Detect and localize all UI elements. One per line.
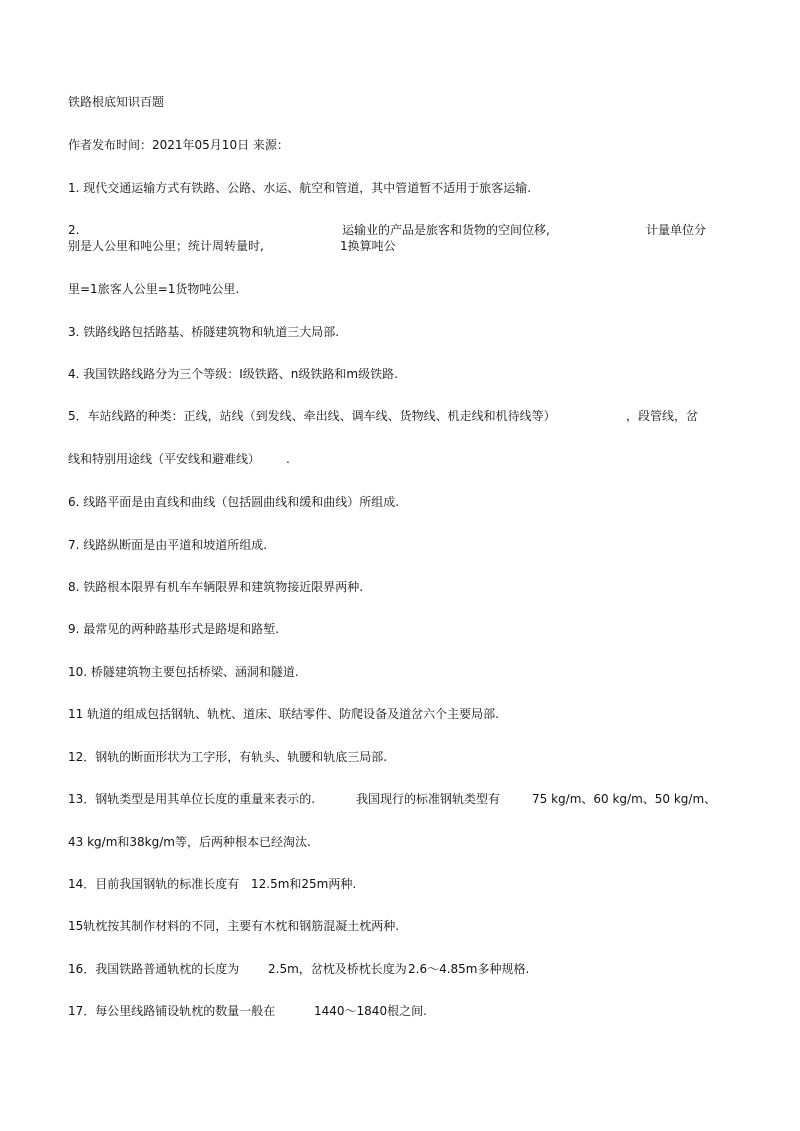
paragraph-2-text-e: 里=1旅客人公里=1货物吨公里.: [68, 282, 240, 296]
paragraph-6: 6. 线路平面是由直线和曲线（包括圆曲线和缓和曲线）所组成.: [68, 495, 400, 509]
document-title: 铁路根底知识百题: [68, 95, 165, 109]
paragraph-5-text-c: 线和特别用途线（平安线和避难线）: [68, 452, 261, 466]
paragraph-1: 1. 现代交通运输方式有铁路、公路、水运、航空和管道，其中管道暂不适用于旅客运输.: [68, 181, 532, 195]
paragraph-4: 4. 我国铁路线路分为三个等级：I级铁路、n级铁路和m级铁路.: [68, 367, 398, 381]
paragraph-2-text-a: 运输业的产品是旅客和货物的空间位移,: [342, 223, 550, 237]
paragraph-9: 9. 最常见的两种路基形式是路堤和路堑.: [68, 622, 280, 636]
paragraph-8: 8. 铁路根本限界有机车车辆限界和建筑物接近限界两种.: [68, 580, 364, 594]
paragraph-2-text-b: 计量单位分: [646, 223, 707, 237]
paragraph-2-text-d: 1换算吨公: [340, 239, 396, 253]
paragraph-16-text-c: 2.6～4.85m多种规格.: [408, 962, 530, 976]
paragraph-11: 11 轨道的组成包括钢轨、轨枕、道床、联结零件、防爬设备及道岔六个主要局部.: [68, 707, 499, 721]
paragraph-5-text-d: .: [286, 452, 290, 466]
document-meta: 作者发布时间：2021年05月10日 来源：: [68, 138, 289, 152]
paragraph-13-text-d: 43 kg/m和38kg/m等，后两种根本已经淘汰.: [68, 835, 311, 849]
paragraph-5-text-a: 5．车站线路的种类：正线，站线（到发线、牵出线、调车线、货物线、机走线和机待线等）: [68, 409, 556, 423]
paragraph-2-text-c: 别是人公里和吨公里；统计周转量时,: [68, 239, 264, 253]
paragraph-10: 10. 桥隧建筑物主要包括桥梁、涵洞和隧道.: [68, 665, 299, 679]
paragraph-16-text-a: 16．我国铁路普通轨枕的长度为: [68, 962, 240, 976]
paragraph-14-text-a: 14．目前我国钢轨的标准长度有: [68, 877, 240, 891]
paragraph-2-number: 2.: [68, 223, 80, 237]
paragraph-3: 3. 铁路线路包括路基、桥隧建筑物和轨道三大局部.: [68, 325, 340, 339]
paragraph-17-text-a: 17．每公里线路铺设轨枕的数量一般在: [68, 1004, 276, 1018]
paragraph-12: 12．钢轨的断面形状为工字形，有轨头、轨腰和轨底三局部.: [68, 750, 388, 764]
paragraph-7: 7. 线路纵断面是由平道和坡道所组成.: [68, 538, 268, 552]
paragraph-15: 15轨枕按其制作材料的不同，主要有木枕和钢筋混凝土枕两种.: [68, 919, 400, 933]
paragraph-17-text-b: 1440～1840根之间.: [314, 1004, 427, 1018]
paragraph-14-text-b: 12.5m和25m两种.: [251, 877, 357, 891]
paragraph-13-text-b: 我国现行的标准钢轨类型有: [356, 792, 501, 806]
paragraph-16-text-b: 2.5m，岔枕及桥枕长度为: [268, 962, 407, 976]
paragraph-5-text-b: ，段管线，岔: [626, 409, 699, 423]
paragraph-13-text-a: 13．钢轨类型是用其单位长度的重量来表示的.: [68, 792, 316, 806]
paragraph-13-text-c: 75 kg/m、60 kg/m、50 kg/m、: [532, 792, 717, 806]
